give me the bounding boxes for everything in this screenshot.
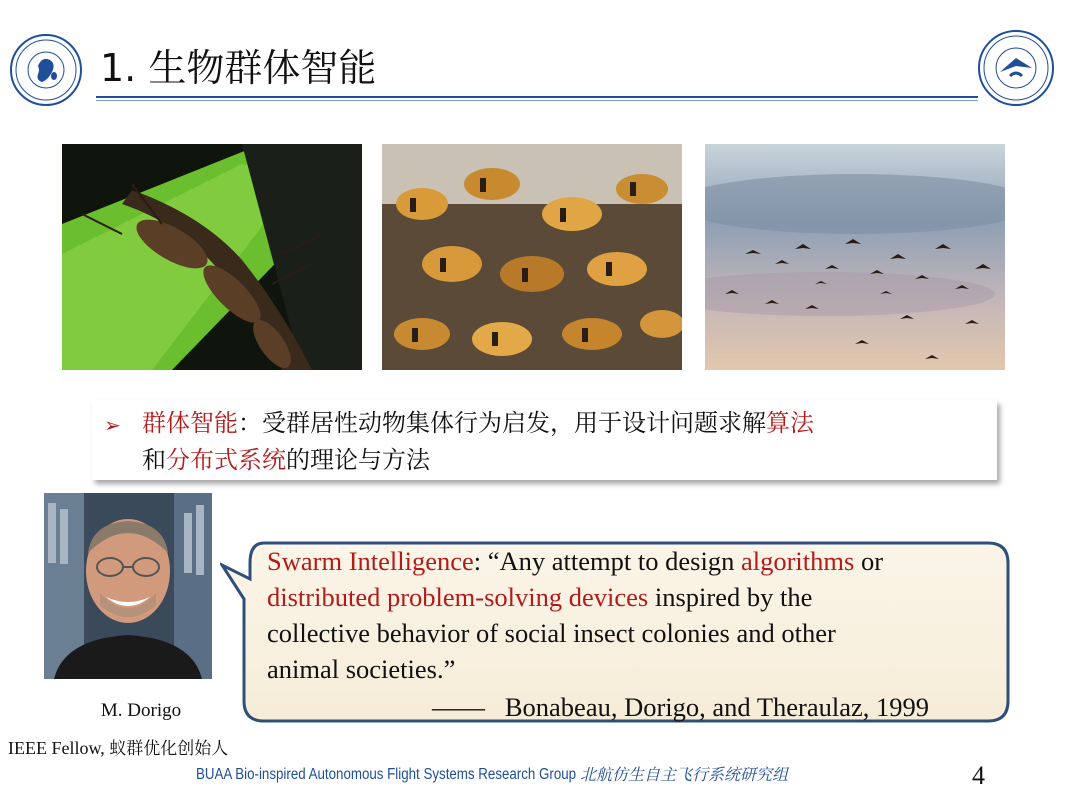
portrait-caption: M. Dorigo xyxy=(100,700,182,721)
quote-line-1 xyxy=(267,543,997,579)
quote-inspired: inspired by the xyxy=(648,582,813,612)
definition-line-2 xyxy=(142,443,430,477)
term-distributed-systems: 分布式系统 xyxy=(166,446,286,474)
page-number: 4 xyxy=(972,761,985,790)
quote-line-3: collective behavior of social insect colonies and other xyxy=(267,618,836,648)
title-divider xyxy=(96,96,978,98)
dorigo-title-note xyxy=(8,736,228,761)
university-logo xyxy=(978,30,1054,106)
definition-text-1: ：受群居性动物集体行为启发，用于设计问题求解 xyxy=(238,409,766,437)
quote-devices: distributed problem-solving devices xyxy=(267,582,649,612)
term-swarm-intelligence: 群体智能 xyxy=(142,409,238,437)
fellow-en: IEEE Fellow, xyxy=(8,738,110,758)
definition-text-2: 的理论与方法 xyxy=(286,446,430,474)
fellow-cn: 蚁群优化创始人 xyxy=(109,739,229,759)
quote-term: Swarm Intelligence xyxy=(267,546,474,576)
quote-text-1: : “Any attempt to design xyxy=(473,546,741,576)
bullet-arrow-icon: ➢ xyxy=(104,413,121,437)
attribution-authors: Bonabeau, Dorigo, and Theraulaz, 1999 xyxy=(504,692,929,722)
title-divider-thin xyxy=(96,100,978,101)
definition-and: 和 xyxy=(142,446,166,474)
group-logo xyxy=(10,34,82,106)
quote-algorithms: algorithms xyxy=(740,546,855,576)
ants-bridge-photo xyxy=(62,144,362,370)
term-algorithm: 算法 xyxy=(766,409,814,437)
quote-or: or xyxy=(854,546,884,576)
quote-text xyxy=(267,543,997,687)
definition-line-1 xyxy=(142,406,814,440)
honeybees-photo xyxy=(382,144,682,370)
quote-attribution xyxy=(432,689,929,725)
attribution-dash: —— xyxy=(432,692,485,722)
footer-group-name-cn: 北航仿生自主飞行系统研究组 xyxy=(580,765,789,784)
dorigo-portrait xyxy=(44,493,212,679)
slide-title: 1. 生物群体智能 xyxy=(100,46,377,90)
bird-flock-photo xyxy=(705,144,1005,370)
footer-group-name-en: BUAA Bio-inspired Autonomous Flight Systems Research Group xyxy=(196,766,577,783)
quote-line-2 xyxy=(267,579,997,615)
quote-line-4: animal societies.” xyxy=(267,654,456,684)
